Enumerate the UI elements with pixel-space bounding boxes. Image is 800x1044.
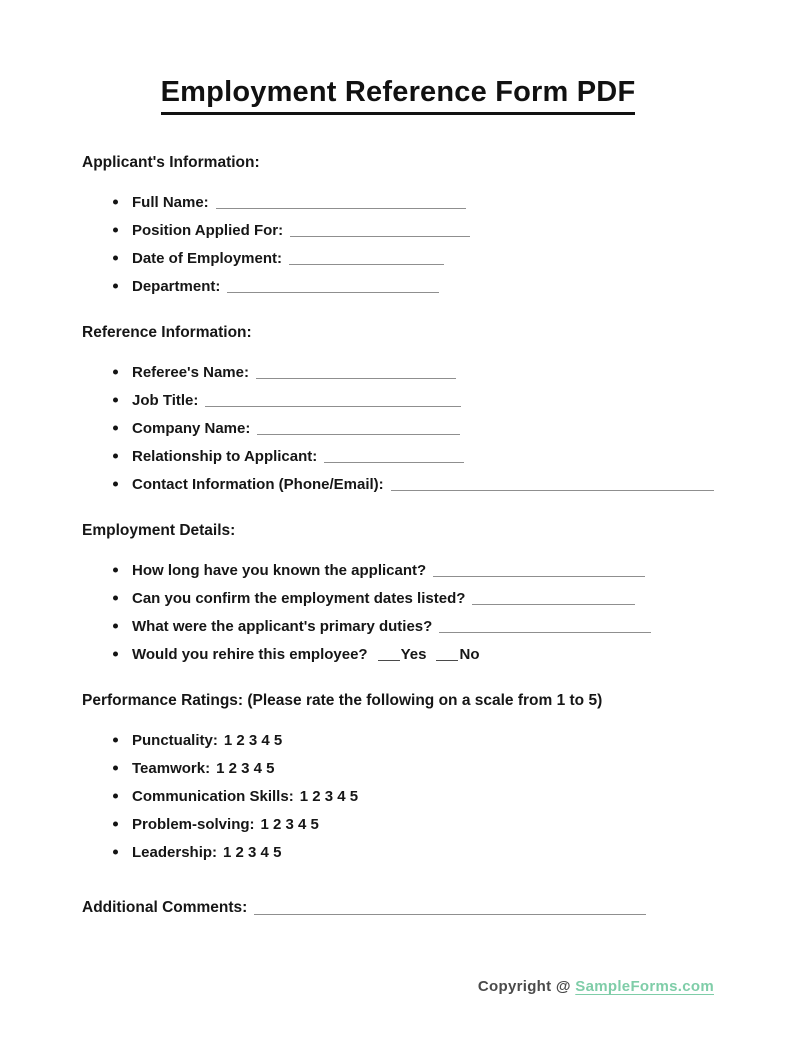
section-heading-employment-details: Employment Details:	[82, 522, 236, 539]
blank-line	[216, 195, 466, 209]
list-item	[112, 216, 714, 244]
rating-scale-leadership: 1 2 3 4 5	[223, 843, 282, 861]
rating-label-teamwork: Teamwork:	[132, 759, 211, 777]
rating-label-problem-solving: Problem-solving:	[132, 815, 255, 833]
blank-line	[254, 901, 646, 915]
question-confirm-dates: Can you confirm the employment dates listed?	[132, 589, 466, 607]
applicant-information-list	[82, 188, 714, 300]
blank-line	[324, 449, 464, 463]
blank-line	[257, 421, 460, 435]
question-rehire-employee: Would you rehire this employee?	[132, 645, 368, 663]
performance-ratings-list	[82, 726, 714, 866]
rating-scale-problem-solving: 1 2 3 4 5	[260, 815, 319, 833]
reference-information-list	[82, 358, 714, 498]
blank-line	[391, 477, 714, 491]
list-item	[112, 640, 714, 668]
field-label-full-name: Full Name:	[132, 193, 209, 211]
blank-line	[439, 619, 651, 633]
blank-line	[205, 393, 461, 407]
list-item	[112, 272, 714, 300]
list-item	[112, 414, 714, 442]
list-item	[112, 244, 714, 272]
field-label-referee-name: Referee's Name:	[132, 363, 249, 381]
rating-label-communication-skills: Communication Skills:	[132, 787, 294, 805]
section-heading-performance-ratings: Performance Ratings: (Please rate the following on a scale from 1 to 5)	[82, 692, 603, 709]
field-label-position-applied-for: Position Applied For:	[132, 221, 284, 239]
list-item	[112, 470, 714, 498]
list-item	[112, 726, 714, 754]
list-item	[112, 442, 714, 470]
footer-link[interactable]: SampleForms.com	[575, 978, 714, 995]
list-item	[112, 188, 714, 216]
title-wrap	[82, 76, 714, 115]
option-label-no: No	[459, 645, 480, 663]
field-label-date-of-employment: Date of Employment:	[132, 249, 283, 267]
section-heading-reference-information: Reference Information:	[82, 324, 252, 341]
blank-line	[227, 279, 439, 293]
page-title: Employment Reference Form PDF	[161, 76, 636, 115]
blank-line	[290, 223, 470, 237]
field-label-job-title: Job Title:	[132, 391, 199, 409]
blank-line	[433, 563, 645, 577]
employment-details-list	[82, 556, 714, 668]
list-item	[112, 782, 714, 810]
question-primary-duties: What were the applicant's primary duties?	[132, 617, 433, 635]
footer	[478, 978, 714, 995]
section-heading-applicant-information: Applicant's Information:	[82, 154, 260, 171]
list-item	[112, 838, 714, 866]
list-item	[112, 612, 714, 640]
additional-comments-label: Additional Comments:	[82, 899, 248, 916]
section-reference-information	[82, 323, 714, 498]
rating-label-leadership: Leadership:	[132, 843, 218, 861]
rating-scale-punctuality: 1 2 3 4 5	[223, 731, 283, 749]
field-label-relationship-to-applicant: Relationship to Applicant:	[132, 447, 318, 465]
rating-scale-teamwork: 1 2 3 4 5	[216, 759, 275, 777]
blank-line-yes	[378, 647, 400, 661]
rating-label-punctuality: Punctuality:	[132, 731, 218, 749]
list-item	[112, 754, 714, 782]
section-applicant-information	[82, 153, 714, 300]
additional-comments-row	[82, 897, 714, 919]
blank-line-no	[436, 647, 458, 661]
blank-line	[256, 365, 456, 379]
list-item	[112, 556, 714, 584]
field-label-department: Department:	[132, 277, 221, 295]
option-label-yes: Yes	[400, 645, 427, 663]
blank-line	[472, 591, 635, 605]
list-item	[112, 358, 714, 386]
list-item	[112, 386, 714, 414]
section-performance-ratings	[82, 691, 714, 866]
blank-line	[289, 251, 444, 265]
rating-scale-communication-skills: 1 2 3 4 5	[299, 787, 359, 805]
field-label-contact-information: Contact Information (Phone/Email):	[132, 475, 384, 493]
list-item	[112, 584, 714, 612]
question-known-applicant: How long have you known the applicant?	[132, 561, 427, 579]
copyright-text: Copyright @	[477, 978, 571, 995]
list-item	[112, 810, 714, 838]
section-employment-details	[82, 521, 714, 668]
field-label-company-name: Company Name:	[132, 419, 251, 437]
